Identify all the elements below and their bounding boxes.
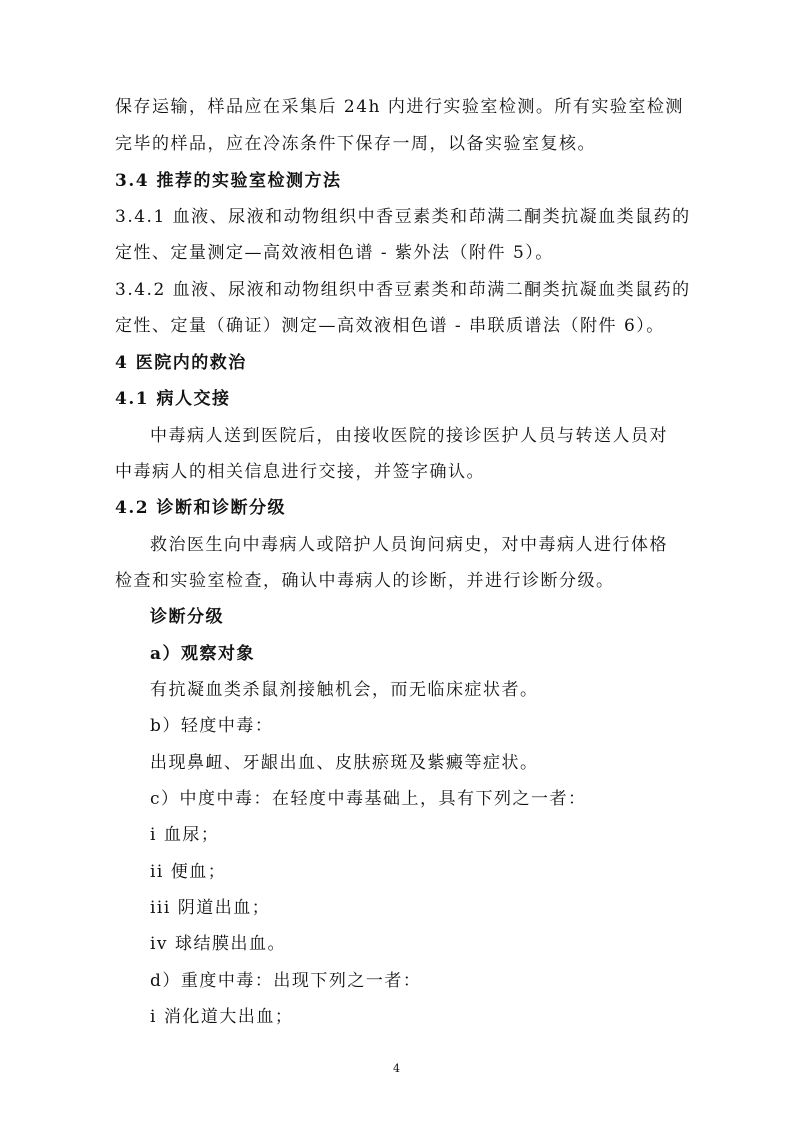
paragraph-line: 定性、定量（确证）测定—高效液相色谱 - 串联质谱法（附件 6）。 [115, 316, 665, 336]
paragraph-line: 救治医生向中毒病人或陪护人员询问病史，对中毒病人进行体格 [150, 535, 668, 555]
list-item: iv 球结膜出血。 [150, 934, 286, 954]
list-item: b）轻度中毒： [150, 716, 274, 736]
list-item: c）中度中毒：在轻度中毒基础上，具有下列之一者： [150, 789, 587, 809]
paragraph-line: 完毕的样品，应在冷冻条件下保存一周，以备实验室复核。 [115, 134, 596, 154]
subheading-observation: a）观察对象 [150, 644, 256, 664]
list-item: i 血尿； [150, 825, 220, 845]
paragraph-line: 有抗凝血类杀鼠剂接触机会，而无临床症状者。 [150, 680, 539, 700]
page-number: 4 [393, 1062, 400, 1075]
paragraph-line: 中毒病人的相关信息进行交接，并签字确认。 [115, 462, 485, 482]
paragraph-line: 定性、定量测定—高效液相色谱 - 紫外法（附件 5）。 [115, 243, 554, 263]
list-item: i 消化道大出血； [150, 1007, 294, 1027]
section-heading-3-4: 3.4 推荐的实验室检测方法 [115, 171, 342, 191]
section-heading-4-2: 4.2 诊断和诊断分级 [115, 498, 286, 518]
paragraph-line: 3.4.1 血液、尿液和动物组织中香豆素类和茚满二酮类抗凝血类鼠药的 [115, 207, 691, 227]
paragraph-line: 出现鼻衄、牙龈出血、皮肤瘀斑及紫癜等症状。 [150, 753, 539, 773]
paragraph-line: 检查和实验室检查，确认中毒病人的诊断，并进行诊断分级。 [115, 571, 615, 591]
section-heading-4-1: 4.1 病人交接 [115, 389, 231, 409]
list-item: d）重度中毒：出现下列之一者： [150, 971, 422, 991]
list-item: iii 阴道出血； [150, 898, 271, 918]
list-item: ii 便血； [150, 862, 227, 882]
subheading-diagnosis-grading: 诊断分级 [150, 607, 224, 627]
section-heading-4: 4 医院内的救治 [115, 353, 247, 373]
paragraph-line: 保存运输，样品应在采集后 24h 内进行实验室检测。所有实验室检测 [115, 97, 684, 117]
paragraph-line: 中毒病人送到医院后，由接收医院的接诊医护人员与转送人员对 [150, 426, 668, 446]
paragraph-line: 3.4.2 血液、尿液和动物组织中香豆素类和茚满二酮类抗凝血类鼠药的 [115, 280, 691, 300]
